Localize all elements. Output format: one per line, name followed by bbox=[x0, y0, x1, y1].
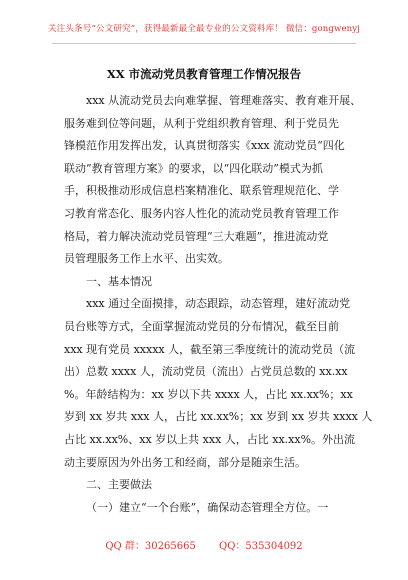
paragraph-line: 占比 xx.xx%、xx 岁以上共 xxx 人，占比 xx.xx%。外出流 bbox=[64, 432, 356, 446]
paragraph-line: 出）总数 xxxx 人，流动党员（流出）占党员总数的 xx.xx bbox=[64, 365, 348, 379]
paragraph-line: 习教育常态化、服务内容人性化的流动党员教育管理工作 bbox=[64, 206, 339, 220]
paragraph-line: 员台账等方式，全面掌握流动党员的分布情况，截至目前 bbox=[64, 319, 339, 333]
paragraph-line: 格局，着力解决流动党员管理“三大难题”，推进流动党 bbox=[64, 229, 329, 243]
paragraph-line: 手，积极推动形成信息档案精准化、联系管理规范化、学 bbox=[64, 184, 339, 198]
paragraph-line: （一）建立“一个台账”，确保动态管理全方位。一 bbox=[86, 500, 329, 514]
footer-qq-number: QQ：535304092 bbox=[219, 541, 303, 552]
paragraph-line: xxx 现有党员 xxxxx 人，截至第三季度统计的流动党员（流 bbox=[64, 342, 356, 356]
footer-qq-group: QQ 群：30265665 bbox=[105, 541, 196, 552]
document-body bbox=[64, 90, 373, 519]
footer-contact bbox=[0, 537, 408, 555]
document-title: XX 市流动党员教育管理工作情况报告 bbox=[106, 67, 302, 81]
paragraph-line: %。年龄结构为：xx 岁以下共 xxxx 人，占比 xx.xx%；xx bbox=[64, 387, 353, 401]
paragraph-line: xxx 从流动党员去向难掌握、管理难落实、教育难开展、 bbox=[86, 94, 362, 107]
paragraph-line: 锋模范作用发挥出发，认真贯彻落实《xxx 流动党员“四化 bbox=[64, 139, 345, 153]
section-heading: 二、主要做法 bbox=[86, 478, 152, 492]
paragraph-line: xxx 通过全面摸排，动态跟踪，动态管理，建好流动党 bbox=[86, 297, 351, 311]
paragraph-line: 联动”教育管理方案》的要求，以“四化联动”模式为抓 bbox=[64, 161, 323, 175]
header-divider bbox=[52, 43, 356, 44]
header-banner: 关注头条号“公文研究”，获得最新最全最专业的公文资料库！ 微信：gongwenyj bbox=[47, 24, 361, 34]
paragraph-line: 岁到 xx 岁共 xxx 人，占比 xx.xx%；xx 岁到 xx 岁共 xxxx 人 bbox=[64, 410, 373, 424]
paragraph-line: 动主要原因为外出务工和经商，部分是随亲生活。 bbox=[64, 455, 306, 469]
section-heading: 一、基本情况 bbox=[86, 274, 152, 288]
paragraph-line: 员管理服务工作上水平、出实效。 bbox=[64, 252, 229, 266]
paragraph-line: 服务难到位等问题，从利于党组织教育管理、利于党员先 bbox=[64, 116, 339, 130]
